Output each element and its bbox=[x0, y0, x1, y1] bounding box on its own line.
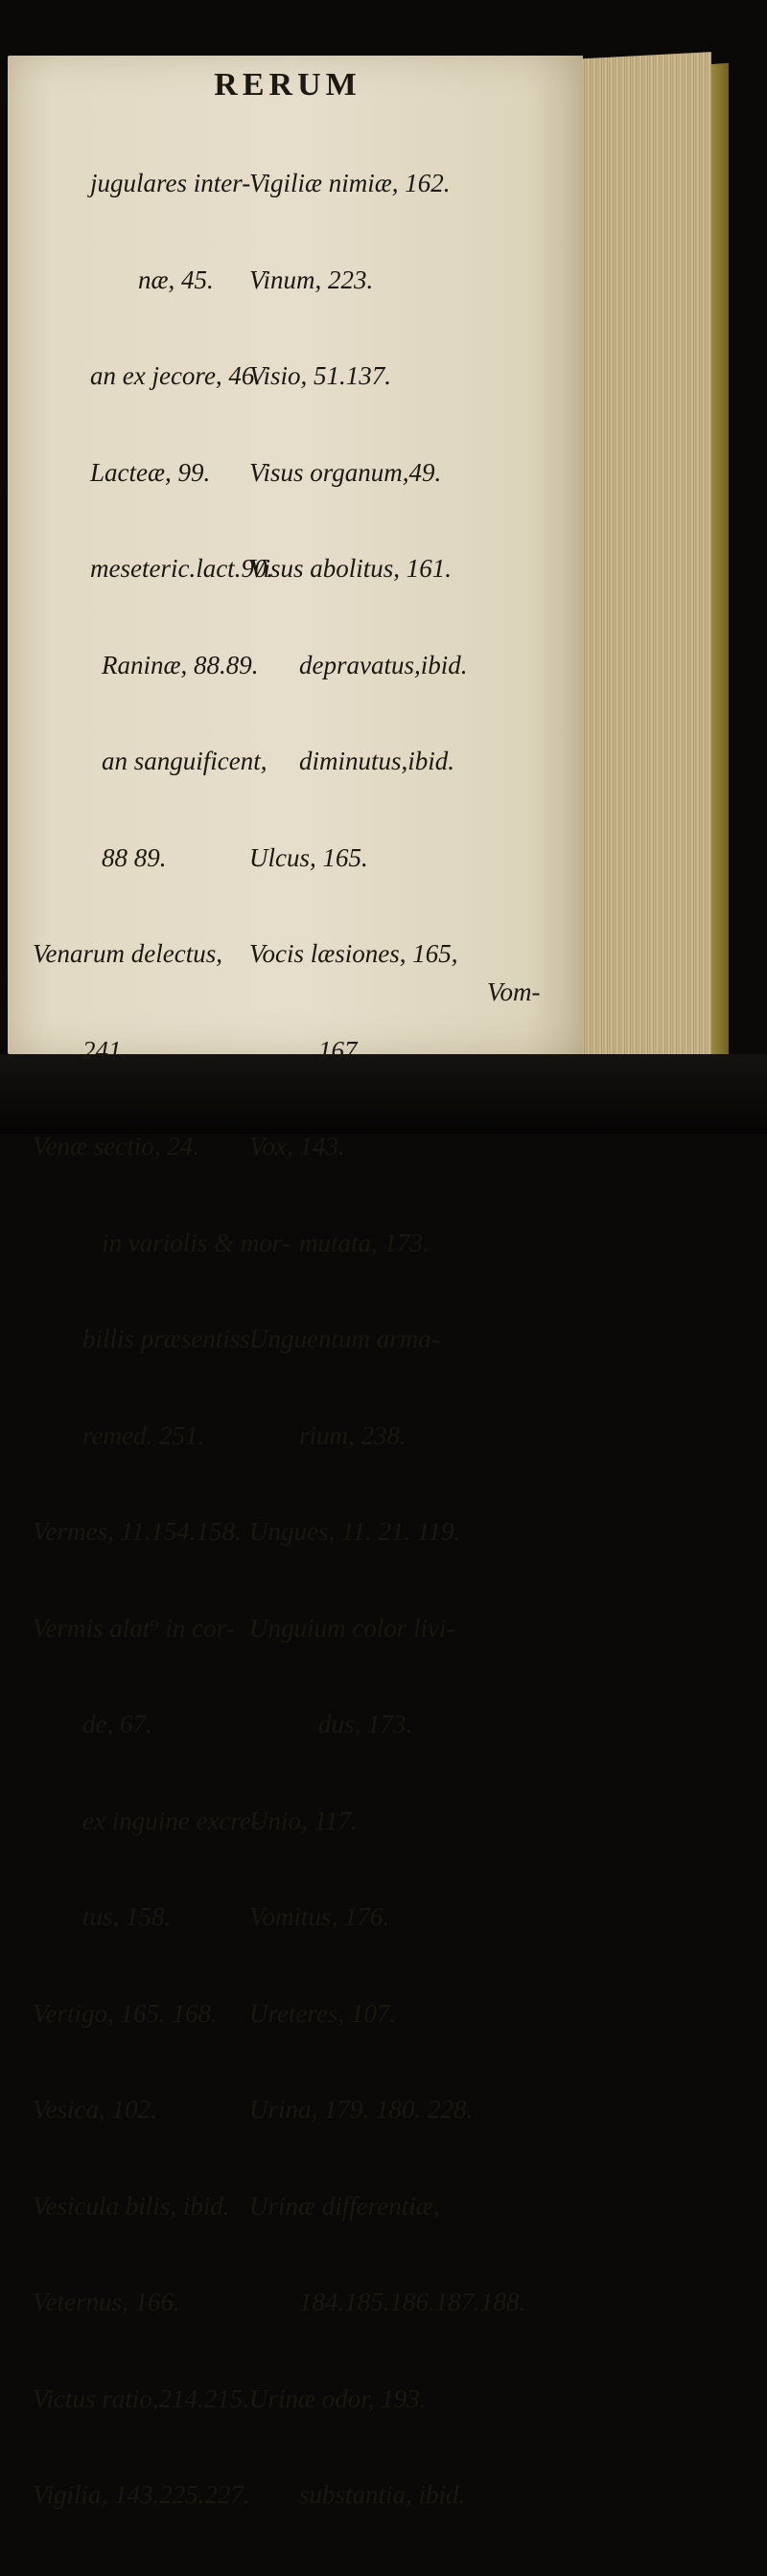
index-entry: 184.185.186.187.188. bbox=[299, 2288, 526, 2316]
index-entry: Vigilia, 143.225.227. bbox=[33, 2480, 250, 2509]
right-index-column bbox=[249, 104, 575, 2576]
index-entry: an ex jecore, 46. bbox=[90, 361, 262, 390]
index-entry: Vertigo, 165. 168. bbox=[33, 1998, 218, 2028]
page-header: RERUM bbox=[214, 67, 361, 103]
index-entry: Vesica, 102. bbox=[33, 2095, 157, 2124]
index-entry: meseteric.lact.90. bbox=[90, 554, 274, 583]
index-entry: Unio, 117. bbox=[249, 1806, 358, 1835]
index-entry: Vomitus, 176. bbox=[249, 1902, 390, 1931]
index-entry: Unguentum arma- bbox=[249, 1324, 440, 1353]
index-entry: depravatus,ibid. bbox=[299, 650, 468, 679]
index-entry: jugulares inter- bbox=[90, 169, 251, 197]
index-entry: Visio, 51.137. bbox=[249, 361, 391, 390]
index-entry: Urinæ differentiæ, bbox=[249, 2191, 440, 2220]
index-entry: Vermes, 11.154.158. bbox=[33, 1517, 242, 1546]
index-entry: tus, 158. bbox=[82, 1902, 172, 1931]
index-entry: Vocis læsiones, 165, bbox=[249, 939, 458, 968]
index-entry: Ungues, 11. 21. 119. bbox=[249, 1517, 461, 1546]
index-entry: Ureteres, 107. bbox=[249, 1998, 397, 2028]
index-entry: Lacteæ, 99. bbox=[90, 457, 211, 487]
index-entry: mutata, 173. bbox=[299, 1228, 430, 1257]
index-entry: Venarum delectus, bbox=[33, 939, 222, 968]
index-entry: de, 67. bbox=[82, 1710, 152, 1738]
index-entry: Unguium color livi- bbox=[249, 1613, 455, 1643]
index-entry: 88 89. bbox=[102, 842, 167, 872]
index-entry: Ulcus, 165. bbox=[249, 842, 368, 872]
index-entry: billis præsentiss. bbox=[82, 1324, 257, 1353]
index-entry: Urinæ odor, 193. bbox=[249, 2383, 427, 2413]
index-entry: Veternus, 166. bbox=[33, 2288, 180, 2316]
page-edges bbox=[568, 52, 711, 1066]
index-entry: dus, 173. bbox=[318, 1710, 413, 1738]
index-entry: an sanguificent, bbox=[102, 747, 267, 775]
index-entry: Vigiliæ nimiæ, 162. bbox=[249, 169, 451, 197]
index-entry: Venæ sectio, 24. bbox=[33, 1132, 199, 1161]
index-entry: ex inguine excre- bbox=[82, 1806, 260, 1835]
index-entry: næ, 45. bbox=[138, 264, 214, 294]
index-entry: Urina, 179. 180. 228. bbox=[249, 2095, 474, 2124]
index-entry: Visus abolitus, 161. bbox=[249, 554, 453, 583]
index-entry: 167. bbox=[318, 1035, 364, 1065]
index-entry: rium, 238. bbox=[299, 1420, 407, 1450]
index-entry: diminutus,ibid. bbox=[299, 747, 455, 775]
index-entry: 241. bbox=[82, 1035, 128, 1065]
index-entry: Vermis alat⁹ in cor- bbox=[33, 1613, 235, 1643]
catchword: Vom- bbox=[487, 978, 541, 1006]
index-entry: Vesicula bilis, ibid. bbox=[33, 2191, 230, 2220]
index-entry: substantia, ibid. bbox=[299, 2480, 466, 2509]
index-entry: in variolis & mor- bbox=[102, 1228, 291, 1257]
index-entry: Vinum, 223. bbox=[249, 264, 374, 294]
index-entry: Visus organum,49. bbox=[249, 457, 442, 487]
index-entry: Victus ratio,214.215. bbox=[33, 2383, 249, 2413]
index-entry: Vox, 143. bbox=[249, 1132, 345, 1161]
index-entry: remed. 251. bbox=[82, 1420, 205, 1450]
index-entry: Raninæ, 88.89. bbox=[102, 650, 259, 679]
